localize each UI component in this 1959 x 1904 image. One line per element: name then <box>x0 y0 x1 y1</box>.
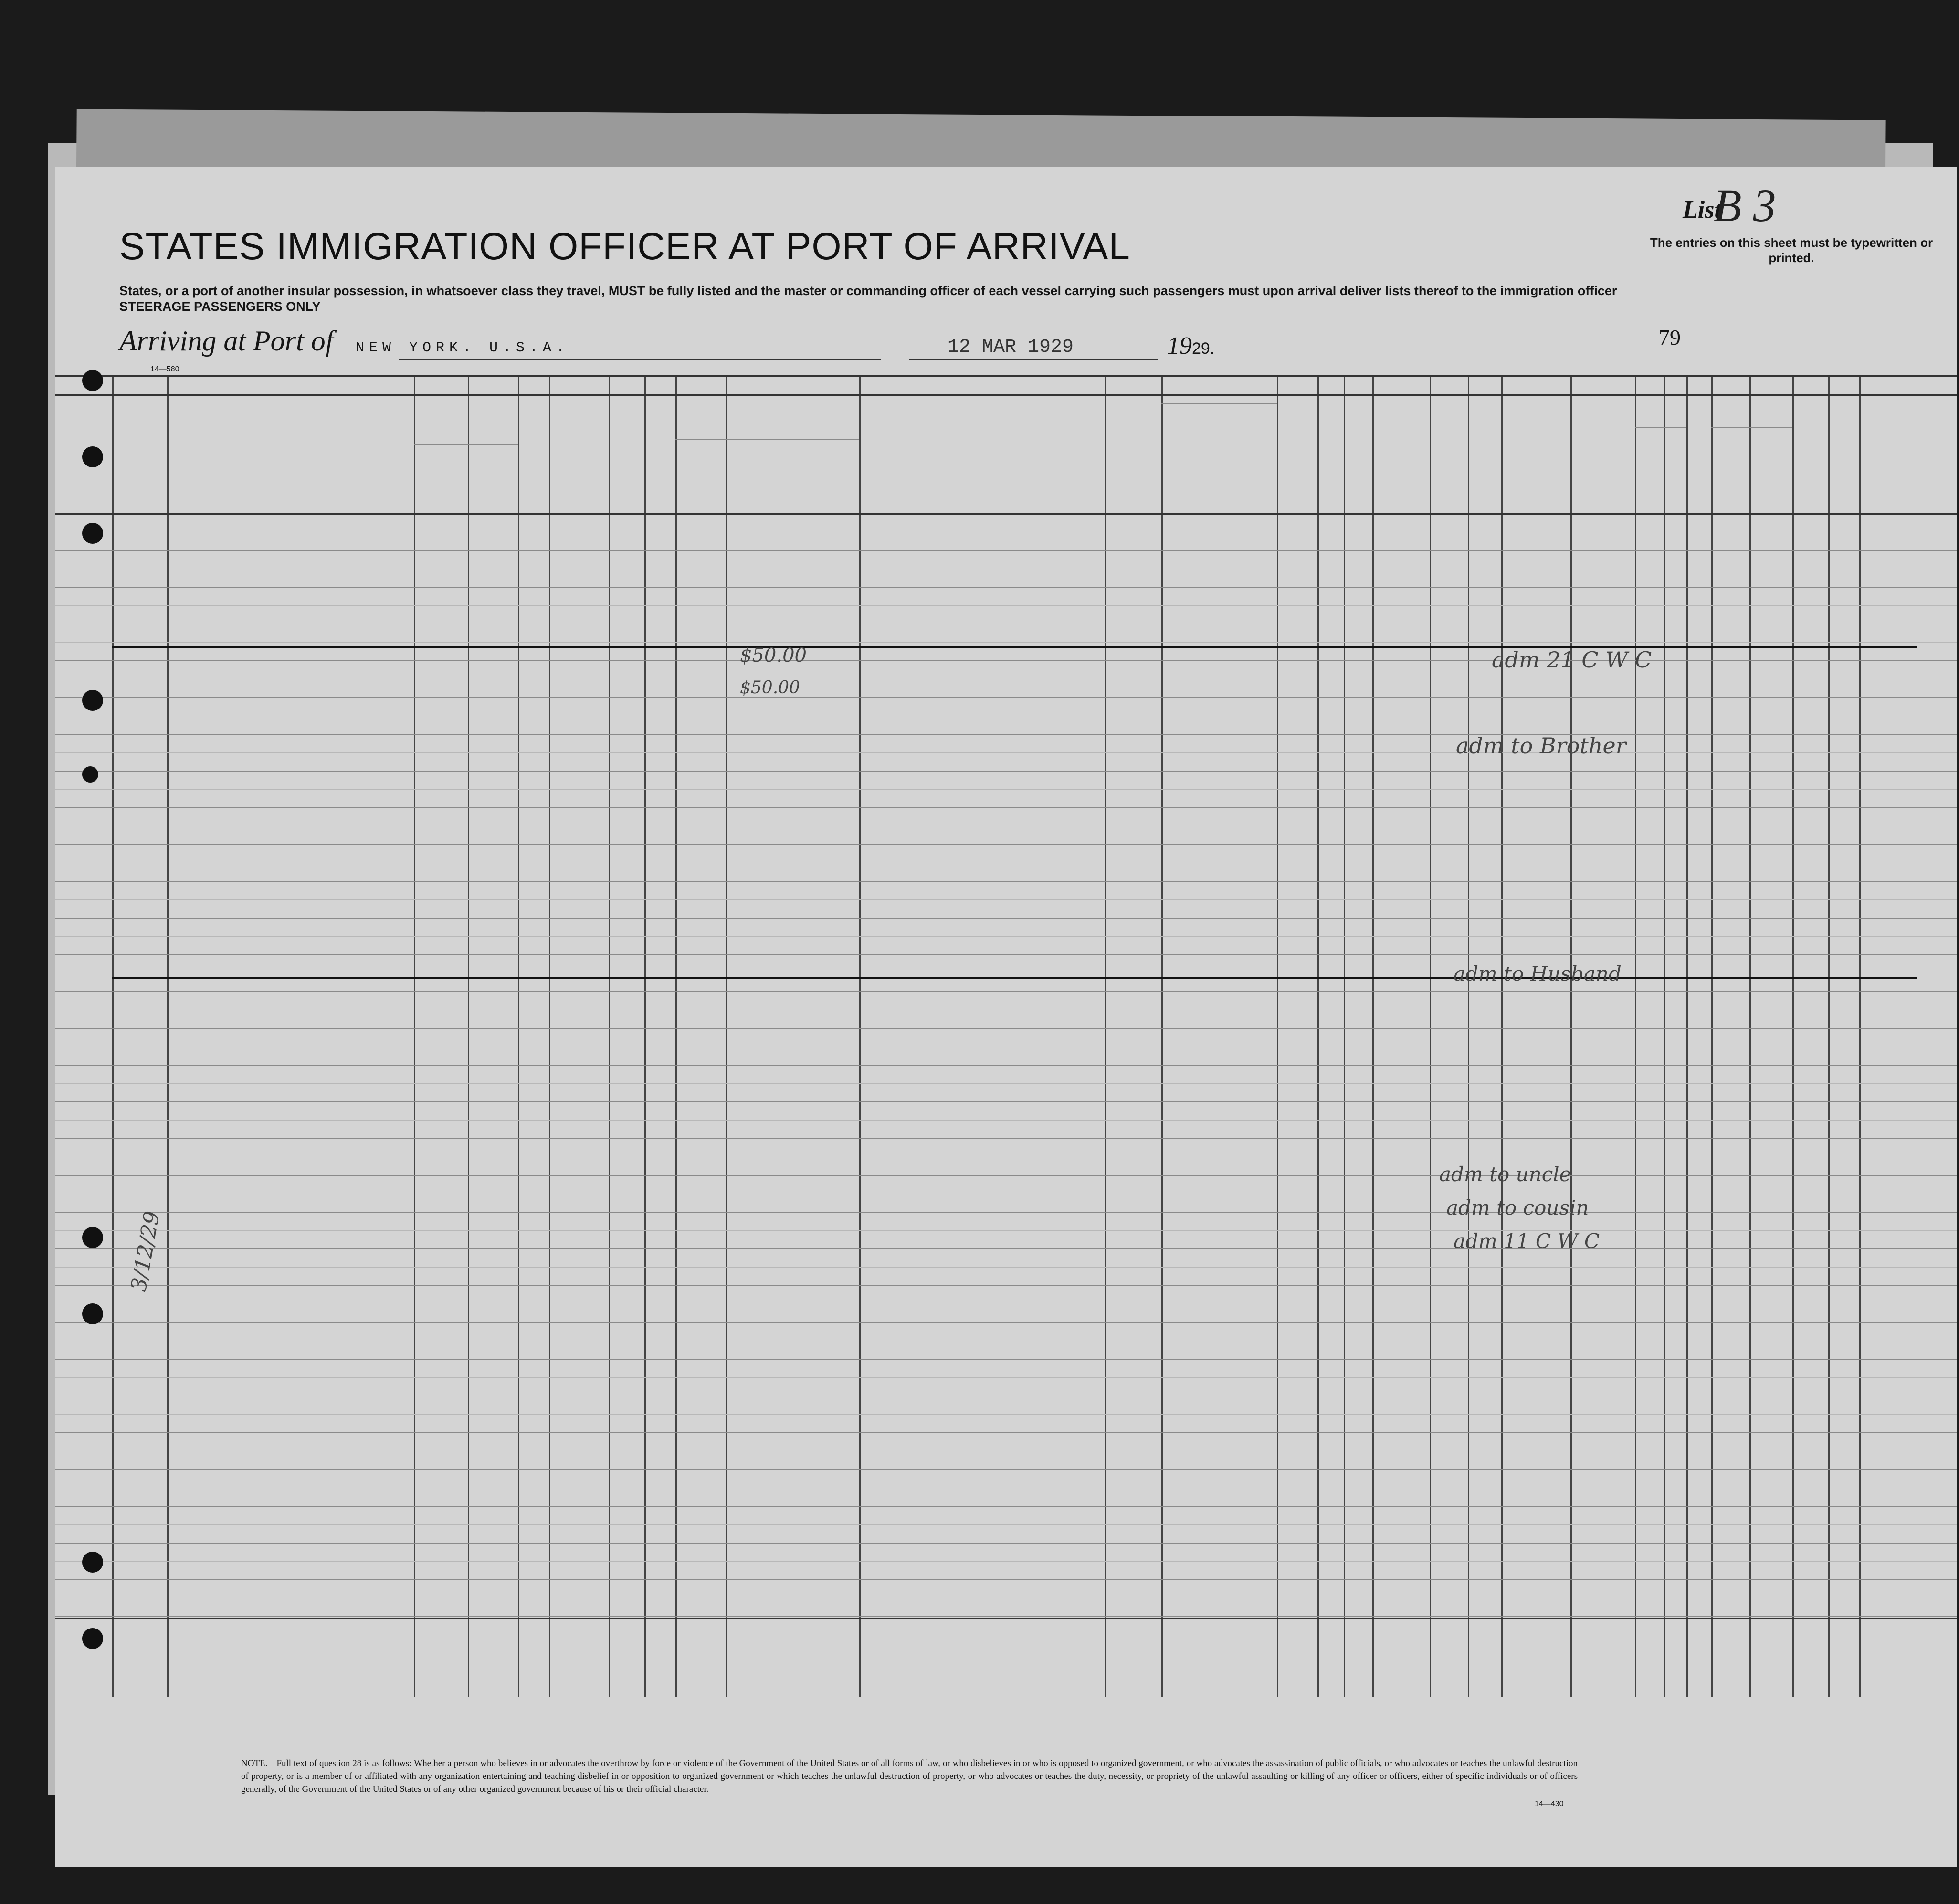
row-line <box>55 1212 1957 1213</box>
port-underline <box>399 359 881 360</box>
grid-column-line <box>167 375 169 1697</box>
list-number: B 3 <box>1714 180 1776 231</box>
row-line <box>55 1579 1957 1580</box>
grid-column-line <box>1277 375 1278 1697</box>
row-line <box>55 991 1957 992</box>
handwritten-money-row2: $50.00 <box>740 678 800 698</box>
row-line <box>55 1028 1957 1029</box>
grid-column-line <box>1430 375 1431 1697</box>
row-line <box>55 1101 1957 1102</box>
row-line <box>55 881 1957 882</box>
instruction-line-1: States, or a port of another insular possession, in whatsoever class they travel, MUST be fully listed and the master or commanding officer of each vessel carrying such passengers must upon arrival deliver lists thereof to the immigration officer <box>119 284 1617 298</box>
date-stamp: 12 MAR 1929 <box>948 337 1074 358</box>
grid-column-line <box>1792 375 1794 1697</box>
handwritten-note-row15: adm to cousin <box>1446 1196 1589 1219</box>
grid-top-line <box>55 375 1957 377</box>
binder-hole <box>82 766 98 783</box>
grid-column-line <box>1161 375 1163 1697</box>
row-line <box>55 807 1957 808</box>
row-subline <box>55 605 1957 606</box>
row-subline <box>55 1267 1957 1268</box>
color-subline <box>1711 427 1792 428</box>
port-name: NEW YORK. U.S.A. <box>356 340 570 356</box>
row-line <box>55 1506 1957 1507</box>
grid-column-line <box>1372 375 1374 1697</box>
binder-hole <box>82 1628 103 1649</box>
row-line <box>55 771 1957 772</box>
row-subline <box>55 1120 1957 1121</box>
page-number: 79 <box>1659 325 1681 349</box>
row-line <box>55 1469 1957 1470</box>
grid-column-line <box>549 375 550 1697</box>
grid-column-line <box>1749 375 1751 1697</box>
row-line <box>55 1616 1957 1617</box>
row-subline <box>55 1230 1957 1231</box>
grid-column-line <box>1570 375 1572 1697</box>
grid-column-line <box>726 375 727 1697</box>
grid-column-line <box>675 375 677 1697</box>
list-label: List <box>1683 196 1721 223</box>
grid-column-line <box>1711 375 1713 1697</box>
grid-bottom-line <box>55 1618 1957 1619</box>
year-prefix: 19 <box>1167 332 1192 360</box>
binder-hole <box>82 446 103 467</box>
row-line <box>55 1285 1957 1286</box>
handwritten-margin-date: 3/12/29 <box>126 1209 165 1293</box>
footnote: NOTE.—Full text of question 28 is as follows: Whether a person who believes in or advocates the overthrow by force or violence of the Government of the United States or of all forms of law, or who disbelieves in or who is opposed to organized government, or who advocates the assassination of public officials, or who advocates or teaches the unlawful destruction of property, or is a member of or affiliated with any organization entertaining and teaching disbelief in or opposition to organized government or which teaches the unlawful destruction of property, or who advocates or teaches the duty, necessity, or propriety of the unlawful assaulting or killing of any officer or officers, either of specific individuals or of officers generally, of the Government of the United States or of any other organized government because of his or their official character. <box>241 1758 1578 1794</box>
manifest-table <box>55 375 1957 1697</box>
row-line <box>55 1359 1957 1360</box>
handwritten-note-row1: adm 21 C W C <box>1492 647 1652 673</box>
date-underline <box>909 359 1158 360</box>
binder-hole <box>82 1552 103 1573</box>
grid-column-line <box>518 375 519 1697</box>
grid-column-line <box>414 375 415 1697</box>
handwritten-note-row14: adm to uncle <box>1439 1163 1571 1186</box>
grid-column-line <box>1859 375 1861 1697</box>
row-subline <box>55 1414 1957 1415</box>
grid-column-line <box>1344 375 1345 1697</box>
binder-hole <box>82 1303 103 1324</box>
row-line <box>55 550 1957 551</box>
row-subline <box>55 789 1957 790</box>
binder-hole <box>82 523 103 544</box>
row-line <box>55 1138 1957 1139</box>
row-subline <box>55 642 1957 643</box>
grid-column-line <box>1317 375 1319 1697</box>
row-line <box>55 954 1957 955</box>
form-number-bottom: 14—430 <box>1535 1800 1564 1808</box>
row-subline <box>55 1561 1957 1562</box>
grid-column-line <box>1635 375 1636 1697</box>
destination-subline <box>414 444 518 445</box>
grid-column-line <box>1501 375 1503 1697</box>
arriving-label: Arriving at Port of <box>119 325 334 357</box>
row-line <box>55 734 1957 735</box>
handwritten-note-row3: adm to Brother <box>1456 733 1626 759</box>
row-line <box>55 918 1957 919</box>
header-bottom-line <box>55 513 1957 515</box>
instruction-line-2: STEERAGE PASSENGERS ONLY <box>119 299 321 314</box>
grid-column-line <box>468 375 469 1697</box>
binder-hole <box>82 1227 103 1248</box>
handwritten-money-row1: $50.00 <box>740 645 807 666</box>
grid-column-line <box>1105 375 1106 1697</box>
binder-hole <box>82 370 103 391</box>
before-subline <box>675 439 859 440</box>
binder-hole <box>82 690 103 711</box>
page-title: STATES IMMIGRATION OFFICER AT PORT OF ARRIVAL <box>119 225 1130 267</box>
grid-column-line <box>609 375 610 1697</box>
row-line <box>55 1543 1957 1544</box>
grid-column-line <box>1664 375 1665 1697</box>
grid-column-line <box>1828 375 1830 1697</box>
row-subline <box>55 1524 1957 1525</box>
grid-column-line <box>112 375 114 1697</box>
row-line <box>55 1322 1957 1323</box>
form-number-top: 14—580 <box>150 365 179 373</box>
handwritten-note-row16: adm 11 C W C <box>1453 1229 1600 1253</box>
handwritten-note-row9: adm to Husband <box>1453 962 1622 985</box>
row-line <box>55 1175 1957 1176</box>
grid-column-line <box>1468 375 1469 1697</box>
grid-column-line <box>1686 375 1688 1697</box>
instruction-text <box>119 283 1617 315</box>
strike-line <box>112 977 1917 979</box>
row-subline <box>55 1083 1957 1084</box>
row-line <box>55 1432 1957 1433</box>
year-field <box>1167 332 1214 360</box>
row-line <box>55 697 1957 698</box>
row-subline <box>55 936 1957 937</box>
row-subline <box>55 752 1957 753</box>
row-line <box>55 1248 1957 1249</box>
row-line <box>55 587 1957 588</box>
grid-column-line <box>859 375 861 1697</box>
purpose-subline <box>1161 403 1277 404</box>
height-subline <box>1635 427 1686 428</box>
row-line <box>55 1065 1957 1066</box>
row-subline <box>55 1377 1957 1378</box>
row-line <box>55 660 1957 661</box>
year-suffix: 29. <box>1192 339 1215 358</box>
header-number-line <box>55 394 1957 396</box>
entries-note: The entries on this sheet must be typewritten or printed. <box>1650 235 1933 265</box>
grid-column-line <box>644 375 646 1697</box>
row-line <box>55 844 1957 845</box>
row-subline <box>55 899 1957 900</box>
manifest-page <box>55 167 1957 1867</box>
